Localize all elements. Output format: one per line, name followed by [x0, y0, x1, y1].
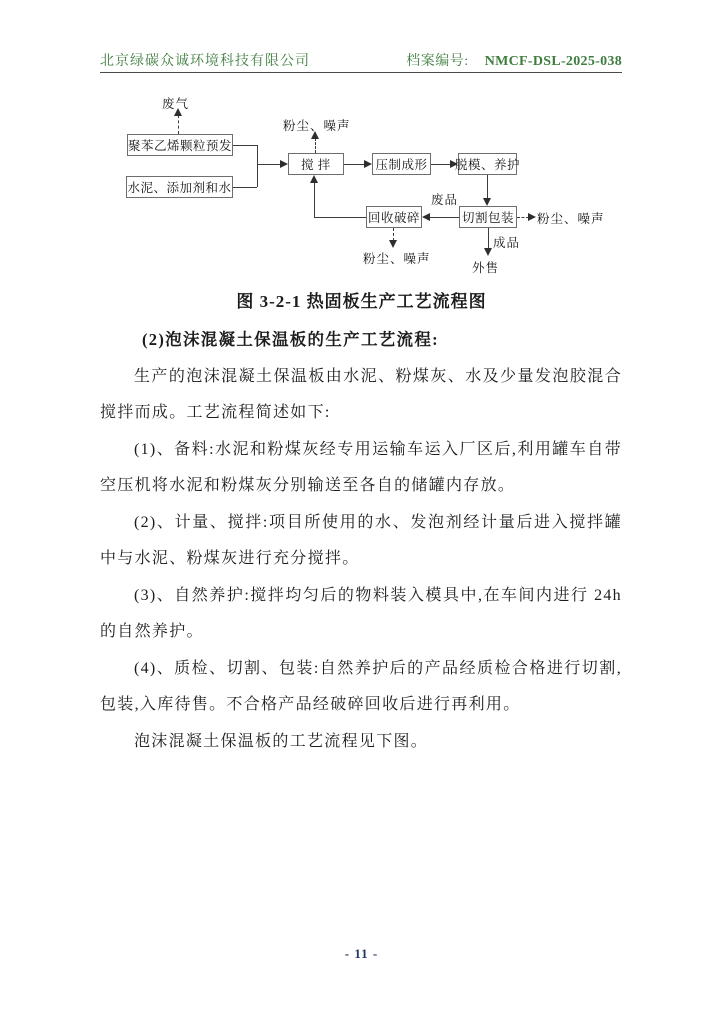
flow-box-mixing: 搅 拌 [288, 153, 344, 175]
figure-caption: 图 3-2-1 热固板生产工艺流程图 [236, 292, 487, 311]
paragraph-step-1: (1)、备料:水泥和粉煤灰经专用运输车运入厂区后,利用罐车自带空压机将水泥和粉煤灰分别输送至各自的储罐内存放。 [100, 440, 622, 494]
flow-box-recycle-crushing: 回收破碎 [366, 206, 422, 228]
connector-pressing-to-demold [431, 164, 451, 165]
process-flowchart [100, 88, 622, 280]
connector-recycle-return-h [314, 217, 366, 218]
connector-recycle-return-v [314, 182, 315, 217]
header-rule [100, 72, 622, 73]
arrow-into-pressing [364, 160, 372, 168]
company-name: 北京绿碳众诚环境科技有限公司 [100, 54, 310, 69]
label-sold-external: 外售 [472, 261, 500, 275]
flow-box-press-forming: 压制成形 [372, 153, 431, 175]
arrow-recycle-dust [389, 240, 397, 248]
page-number: - 11 - [344, 946, 379, 961]
connector-cutting-to-sold [488, 228, 489, 249]
page-footer [0, 946, 723, 962]
dashed-mixing-dust-line [315, 138, 316, 153]
label-waste-product: 废品 [431, 193, 459, 207]
label-waste-gas: 废气 [162, 97, 190, 111]
paragraph-step-4: (4)、质检、切割、包装:自然养护后的产品经质检合格进行切割,包装,入库待售。不合格产品经破碎回收后进行再利用。 [100, 659, 622, 713]
paragraph-step-3: (3)、自然养护:搅拌均匀后的物料装入模具中,在车间内进行 24h 的自然养护。 [100, 586, 622, 640]
arrow-return-into-mixing [310, 175, 318, 183]
arrow-cutting-dust [528, 213, 536, 221]
archive-number-group [406, 50, 622, 70]
connector-input-trunk [257, 145, 258, 187]
connector-demold-to-cutting [487, 175, 488, 199]
paragraph-step-2: (2)、计量、搅拌:项目所使用的水、发泡剂经计量后进入搅拌罐中与水泥、粉煤灰进行充分搅拌。 [100, 513, 622, 567]
arrow-waste-gas [174, 108, 182, 116]
label-dust-noise-mixing: 粉尘、噪声 [283, 119, 351, 133]
arrow-into-demold [450, 160, 458, 168]
arrow-mixing-dust [311, 131, 319, 139]
dashed-waste-gas-line [178, 115, 179, 134]
flow-box-cutting-packaging: 切割包装 [459, 206, 517, 228]
arrow-into-recycle [422, 213, 430, 221]
flow-box-cement-additives-water: 水泥、添加剂和水 [126, 176, 233, 198]
archive-label: 档案编号: [406, 54, 469, 69]
label-finished-product: 成品 [493, 236, 521, 250]
flow-box-demold-curing: 脱模、养护 [458, 153, 517, 175]
connector-mixing-to-pressing [344, 164, 365, 165]
arrow-into-cutting [483, 198, 491, 206]
page-header [100, 50, 622, 70]
connector-cement-out [233, 187, 257, 188]
section-heading: (2)泡沫混凝土保温板的生产工艺流程: [142, 330, 439, 349]
label-dust-noise-recycle: 粉尘、噪声 [363, 252, 431, 266]
arrow-into-mixing [280, 160, 288, 168]
connector-cutting-to-recycle [430, 217, 459, 218]
document-body [100, 322, 622, 760]
archive-value: NMCF-DSL-2025-038 [484, 54, 622, 69]
label-dust-noise-cutting: 粉尘、噪声 [537, 212, 605, 226]
paragraph-outro: 泡沫混凝土保温板的工艺流程见下图。 [134, 732, 429, 750]
arrow-into-sold [484, 248, 492, 256]
paragraph-intro: 生产的泡沫混凝土保温板由水泥、粉煤灰、水及少量发泡胶混合搅拌而成。工艺流程简述如下: [100, 367, 622, 421]
connector-pre-expansion-out [233, 145, 257, 146]
flow-box-pre-expansion: 聚苯乙烯颗粒预发 [127, 134, 233, 156]
connector-trunk-to-mixing [257, 164, 281, 165]
